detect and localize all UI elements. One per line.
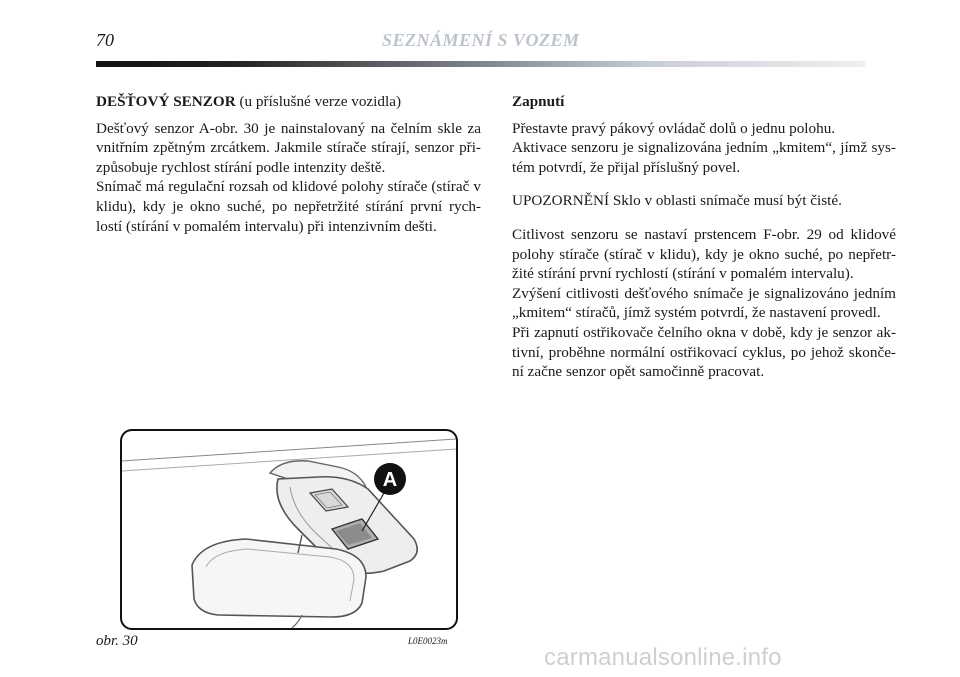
sensitivity-paragraph-2: Zvýšení citlivosti dešťového snímače je signalizováno jedním „kmitem“ stíračů, jímž systém potvrdí, že nastavení provedl.	[512, 284, 896, 322]
callout-label-a: A	[382, 469, 398, 491]
page-number: 70	[96, 30, 114, 50]
activation-paragraph-2: Aktivace senzoru je signalizována jedním „kmitem“, jímž sys-tém potvrdí, že přijal příslušný povel.	[512, 139, 896, 176]
activation-heading: Zapnutí	[512, 93, 565, 110]
activation-paragraph-1: Přestavte pravý pákový ovládač dolů o jednu polohu.	[512, 119, 836, 137]
rain-sensor-heading	[96, 92, 481, 112]
sensitivity-paragraph-1: Citlivost senzoru se nastaví prstencem F-obr. 29 od klidové polohy stírače (stírač v klidu), kdy je okno suché, po nepřetr-žité stírání první rychlostí (stírání v pomalém intervalu).	[512, 225, 896, 283]
figure-code: L0E0023m	[408, 636, 448, 646]
section-title: SEZNÁMENÍ S VOZEM	[382, 30, 580, 50]
rain-sensor-paragraph-2: Snímač má regulační rozsah od klidové polohy stírače (stírač v klidu), kdy je okno suché, po nepřetržité stírání první rych-lostí (stírání v pomalém intervalu) při intenzivním dešti.	[96, 178, 481, 235]
rain-sensor-heading-bold: DEŠŤOVÝ SENZOR	[96, 93, 236, 110]
figure-caption: obr. 30	[96, 633, 138, 649]
rain-sensor-heading-note: (u příslušné verze vozidla)	[235, 93, 401, 110]
rearview-mirror-illustration	[122, 431, 456, 628]
warning-paragraph: UPOZORNĚNÍ Sklo v oblasti snímače musí být čisté.	[512, 192, 842, 210]
watermark: carmanualsonline.info	[544, 644, 782, 671]
rain-sensor-paragraph-1: Dešťový senzor A-obr. 30 je nainstalovaný na čelním skle za vnitřním zpětným zrcátkem. Jakmile stírače stírají, senzor při-způsobuje rychlost stírání podle intenzity deště.	[96, 119, 481, 176]
washer-paragraph: Při zapnutí ostřikovače čelního okna v době, kdy je senzor ak-tivní, proběhne normální ostřikovací cyklus, po jehož skonče-ní začne senzor opět samočinně pracovat.	[512, 323, 896, 381]
header-rule	[96, 61, 866, 67]
figure-frame	[120, 429, 458, 630]
right-column	[512, 92, 896, 389]
left-column	[96, 92, 481, 243]
